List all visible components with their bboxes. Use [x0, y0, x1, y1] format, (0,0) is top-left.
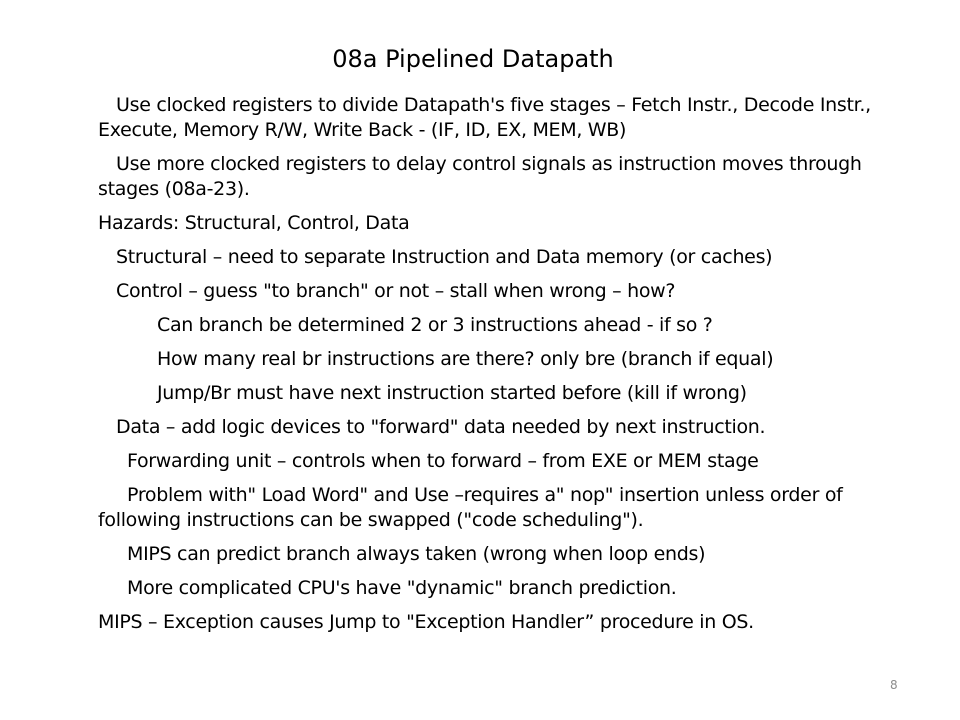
- sub-bullet-jump-branch: Jump/Br must have next instruction started before (kill if wrong): [157, 382, 747, 404]
- sub-bullet-dynamic-prediction: More complicated CPU's have "dynamic" branch prediction.: [127, 577, 677, 599]
- sub-bullet-load-word: Problem with" Load Word" and Use –requires a" nop" insertion unless order of following instructions can be swapped ("code scheduling").: [98, 484, 843, 531]
- bullet-data-hazard: Data – add logic devices to "forward" data needed by next instruction.: [116, 416, 766, 438]
- bullet-pipeline-registers: Use clocked registers to divide Datapath's five stages – Fetch Instr., Decode Instr., Execute, Memory R/W, Write Back - (IF, ID, EX, MEM, WB): [98, 94, 871, 141]
- bullet-exception: MIPS – Exception causes Jump to "Exception Handler” procedure in OS.: [98, 611, 754, 633]
- sub-bullet-forwarding-unit: Forwarding unit – controls when to forward – from EXE or MEM stage: [127, 450, 759, 472]
- slide-body: [98, 93, 918, 644]
- sub-bullet-branch-ahead: Can branch be determined 2 or 3 instructions ahead - if so ?: [157, 314, 713, 336]
- bullet-control-registers: Use more clocked registers to delay control signals as instruction moves through stages (08a-23).: [98, 153, 862, 200]
- sub-bullet-mips-prediction: MIPS can predict branch always taken (wrong when loop ends): [127, 543, 706, 565]
- sub-bullet-branch-count: How many real br instructions are there? only bre (branch if equal): [157, 348, 774, 370]
- bullet-structural-hazard: Structural – need to separate Instruction and Data memory (or caches): [116, 246, 773, 268]
- bullet-control-hazard: Control – guess "to branch" or not – stall when wrong – how?: [116, 280, 676, 302]
- heading-hazards: Hazards: Structural, Control, Data: [98, 212, 410, 234]
- slide-title: 08a Pipelined Datapath: [332, 45, 614, 73]
- page-number: 8: [890, 678, 898, 692]
